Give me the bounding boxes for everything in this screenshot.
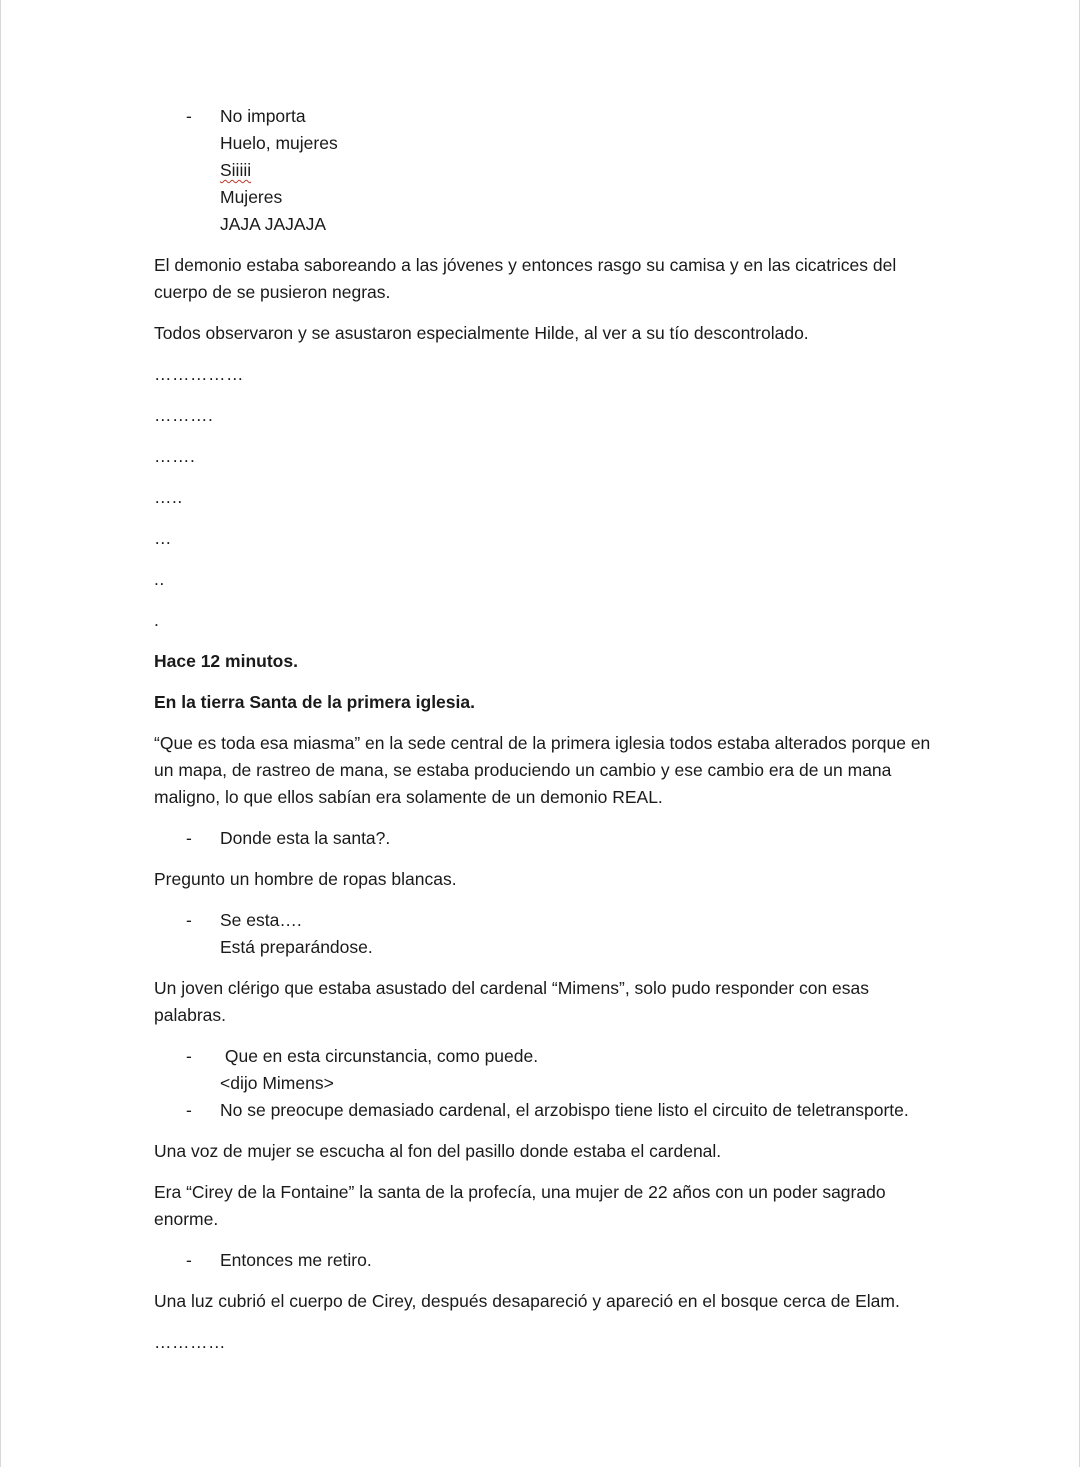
ellipsis-line: ……. bbox=[154, 446, 196, 466]
dialogue-block bbox=[154, 1043, 944, 1097]
paragraph: Era “Cirey de la Fontaine” la santa de la profecía, una mujer de 22 años con un poder sagrado enorme. bbox=[154, 1182, 886, 1229]
dialogue-block bbox=[154, 825, 944, 852]
dialogue-block bbox=[154, 1247, 944, 1274]
dialogue-dash: - bbox=[186, 1250, 192, 1270]
dialogue-line: Se esta…. bbox=[220, 910, 302, 930]
dialogue-block-demon bbox=[154, 103, 944, 238]
ellipsis-line: ………. bbox=[154, 405, 214, 425]
paragraph: Todos observaron y se asustaron especialmente Hilde, al ver a su tío descontrolado. bbox=[154, 323, 809, 343]
dialogue-line: JAJA JAJAJA bbox=[220, 214, 327, 234]
dialogue-line: <dijo Mimens> bbox=[220, 1073, 334, 1093]
dialogue-line: Que en esta circunstancia, como puede. bbox=[220, 1046, 539, 1066]
ellipsis-line: ….. bbox=[154, 487, 183, 507]
dialogue-line: Está preparándose. bbox=[220, 937, 373, 957]
ellipsis-line: … bbox=[154, 528, 172, 548]
dialogue-line-spellcheck: Siiiii bbox=[220, 160, 252, 180]
paragraph: Pregunto un hombre de ropas blancas. bbox=[154, 869, 457, 889]
dialogue-line: Donde esta la santa?. bbox=[220, 828, 391, 848]
dialogue-dash: - bbox=[186, 1046, 192, 1066]
dialogue-dash: - bbox=[186, 1100, 192, 1120]
dialogue-line: No importa bbox=[220, 106, 306, 126]
dialogue-line: No se preocupe demasiado cardenal, el arzobispo tiene listo el circuito de teletransporte. bbox=[220, 1100, 909, 1120]
dialogue-line: Huelo, mujeres bbox=[220, 133, 338, 153]
ellipsis-line: .. bbox=[154, 569, 165, 589]
dialogue-dash: - bbox=[186, 106, 192, 126]
paragraph: “Que es toda esa miasma” en la sede central de la primera iglesia todos estaba alterados porque en un mapa, de rastreo de mana, se estaba produciendo un cambio y ese cambio era de un mana maligno, lo que ellos sabían era solamente de un demonio REAL. bbox=[154, 733, 931, 807]
paragraph: El demonio estaba saboreando a las jóvenes y entonces rasgo su camisa y en las cicatrices del cuerpo de se pusieron negras. bbox=[154, 255, 897, 302]
dialogue-line: Mujeres bbox=[220, 187, 283, 207]
paragraph: Una voz de mujer se escucha al fon del pasillo donde estaba el cardenal. bbox=[154, 1141, 722, 1161]
paragraph: Una luz cubrió el cuerpo de Cirey, después desapareció y apareció en el bosque cerca de Elam. bbox=[154, 1291, 900, 1311]
dialogue-block bbox=[154, 907, 944, 961]
dialogue-dash: - bbox=[186, 910, 192, 930]
document-body bbox=[154, 103, 944, 1370]
ellipsis-line: …………… bbox=[154, 364, 244, 384]
section-heading-time: Hace 12 minutos. bbox=[154, 651, 298, 671]
ellipsis-line: ………… bbox=[154, 1332, 226, 1352]
section-heading-place: En la tierra Santa de la primera iglesia. bbox=[154, 692, 475, 712]
paragraph: Un joven clérigo que estaba asustado del cardenal “Mimens”, solo pudo responder con esas palabras. bbox=[154, 978, 870, 1025]
dialogue-line: Entonces me retiro. bbox=[220, 1250, 372, 1270]
dialogue-block bbox=[154, 1097, 944, 1124]
ellipsis-line: . bbox=[154, 610, 160, 630]
dialogue-dash: - bbox=[186, 828, 192, 848]
